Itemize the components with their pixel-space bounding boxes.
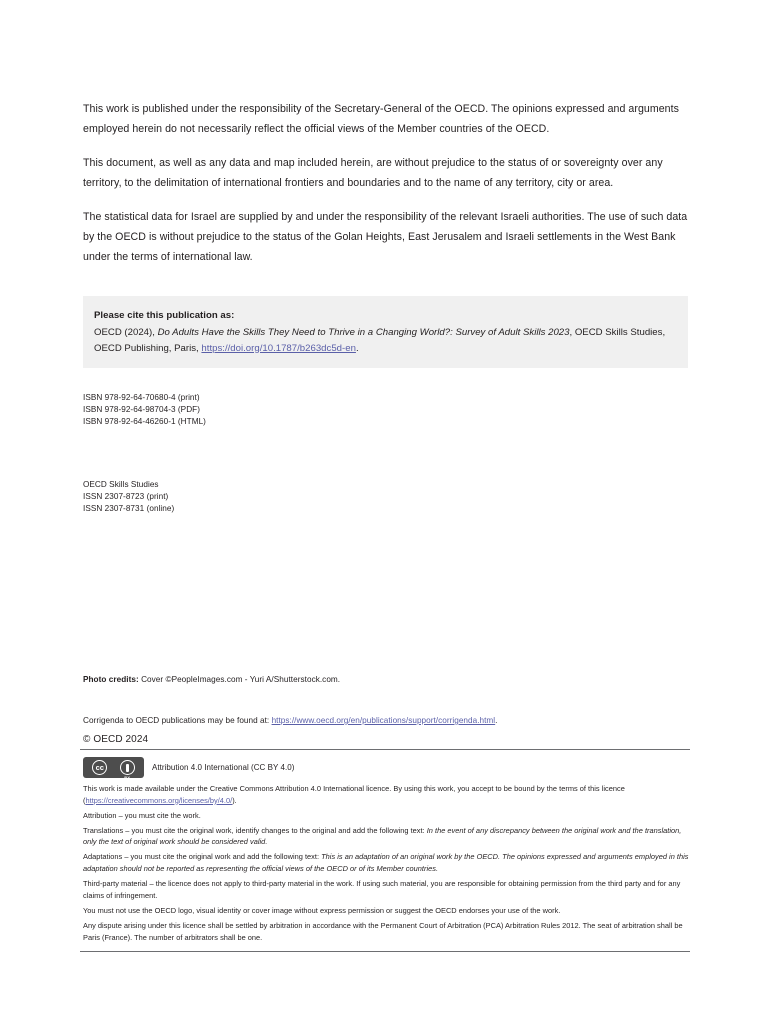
licence-section	[80, 749, 690, 952]
page-content	[83, 0, 688, 515]
person-glyph	[126, 764, 129, 772]
disclaimer-paragraph-1: This work is published under the responsibility of the Secretary-General of the OECD. The opinions expressed and arguments employed herein do not necessarily reflect the official views of the Member countries of the OECD.	[83, 103, 679, 135]
photo-credits	[83, 674, 688, 686]
corrigenda-line	[83, 714, 688, 727]
creative-commons-row	[83, 757, 690, 778]
licence-third-party: Third-party material – the licence does not apply to third-party material in the work. If using such material, you are responsible for obtaining permission from the third party and for any claims of infringement.	[83, 879, 681, 900]
photo-credits-text: Cover ©PeopleImages.com - Yuri A/Shutterstock.com.	[138, 675, 341, 684]
citation-doi-link[interactable]: https://doi.org/10.1787/b263dc5d-en	[201, 342, 356, 354]
corrigenda-link[interactable]: https://www.oecd.org/en/publications/support/corrigenda.html	[271, 716, 496, 725]
copyright-notice: © OECD 2024	[83, 734, 149, 745]
disclaimer-paragraph-3: The statistical data for Israel are supplied by and under the responsibility of the relevant Israeli authorities. The use of such data by the OECD is without prejudice to the status of the Golan Heights, East Jerusalem and Israeli settlements in the West Bank under the terms of international law.	[83, 211, 688, 263]
disclaimer-paragraph-2: This document, as well as any data and map included herein, are without prejudice to the status of or sovereignty over any territory, to the delimitation of international frontiers and boundaries and to the name of any territory, city or area.	[83, 157, 663, 189]
isbn-block	[83, 392, 688, 429]
licence-adaptations	[83, 851, 690, 874]
cc-by-label: BY	[124, 775, 131, 780]
licence-attribution: Attribution – you must cite the work.	[83, 810, 201, 820]
cc-by-person-icon	[120, 760, 135, 780]
corrigenda-block	[83, 714, 688, 747]
licence-link-open: (	[83, 795, 86, 805]
licence-url-link[interactable]: https://creativecommons.org/licenses/by/4.0/	[85, 795, 233, 805]
licence-top-rule	[80, 749, 690, 750]
corrigenda-prefix: Corrigenda to OECD publications may be found at:	[83, 716, 272, 725]
citation-heading: Please cite this publication as:	[94, 310, 235, 321]
licence-translations-plain: Translations – you must cite the original work, identify changes to the original and add the following text:	[83, 825, 427, 835]
licence-adaptations-plain: Adaptations – you must cite the original work and add the following text:	[83, 852, 322, 862]
licence-logo-use: You must not use the OECD logo, visual identity or cover image without express permission or suggest the OECD endorses your use of the work.	[83, 905, 561, 915]
citation-middle: , OECD Skills Studies, OECD Publishing, Paris,	[94, 327, 666, 354]
licence-arbitration: Any dispute arising under this licence shall be settled by arbitration in accordance with the Permanent Court of Arbitration (PCA) Arbitration Rules 2012. The seat of arbitration shall be Paris (France). The number of arbitrators shall be one.	[83, 920, 683, 942]
licence-intro-text: This work is made available under the Creative Commons Attribution 4.0 International licence. By using this work, you accept to be bound by the terms of this licence	[83, 784, 625, 793]
issn-block	[83, 479, 688, 516]
issn-online: ISSN 2307-8731 (online)	[83, 504, 175, 514]
disclaimer-block	[83, 0, 688, 267]
isbn-html: ISBN 978-92-64-46260-1 (HTML)	[83, 417, 206, 427]
licence-body	[83, 783, 690, 943]
licence-adaptations-italic: This is an adaptation of an original work by the OECD. The opinions expressed and arguments employed in this adaptation should not be reported as representing the official views of the OECD or of its Member countries.	[83, 852, 689, 874]
licence-intro	[83, 783, 690, 806]
licence-translations-italic: In the event of any discrepancy between the original work and the translation, only the text of original work should be considered valid.	[83, 825, 682, 847]
citation-box	[83, 296, 688, 368]
licence-translations	[83, 825, 690, 848]
citation-prefix: OECD (2024),	[94, 327, 158, 338]
issn-print: ISSN 2307-8723 (print)	[83, 491, 169, 501]
citation-text	[94, 325, 676, 356]
citation-suffix: .	[355, 342, 359, 354]
citation-title: Do Adults Have the Skills They Need to Thrive in a Changing World?: Survey of Adult Skills 2023	[157, 327, 570, 338]
isbn-print: ISBN 978-92-64-70680-4 (print)	[83, 393, 200, 402]
creative-commons-badge-icon	[83, 757, 144, 778]
licence-link-close: ).	[232, 795, 237, 805]
licence-bottom-rule	[80, 951, 690, 952]
isbn-pdf: ISBN 978-92-64-98704-3 (PDF)	[83, 405, 200, 415]
series-title: OECD Skills Studies	[83, 479, 159, 489]
cc-circle-icon: cc	[92, 760, 107, 775]
licence-badge-label: Attribution 4.0 International (CC BY 4.0)	[152, 763, 295, 772]
corrigenda-suffix: .	[495, 716, 498, 725]
photo-credits-label: Photo credits:	[83, 675, 139, 684]
